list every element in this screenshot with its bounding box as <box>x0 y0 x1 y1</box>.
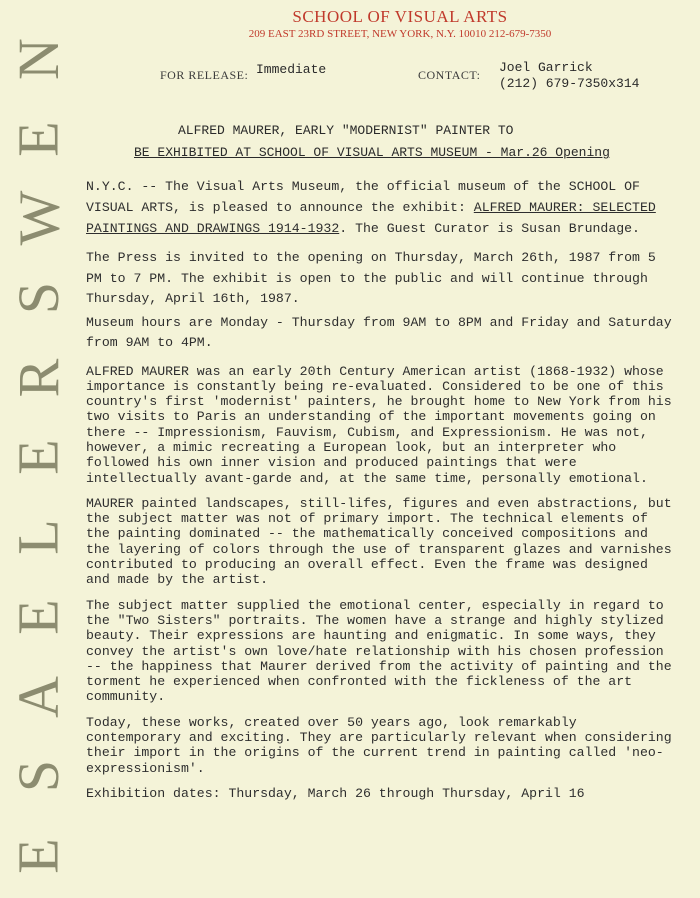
news-release-vertical-title <box>5 30 71 885</box>
exhibition-dates: Exhibition dates: Thursday, March 26 through Thursday, April 16 <box>86 785 585 801</box>
side-letter: E <box>6 838 71 874</box>
side-letter: E <box>6 120 71 157</box>
hours-paragraph: Museum hours are Monday - Thursday from 9AM to 8PM and Friday and Saturday from 9AM to 4PM. <box>86 314 672 350</box>
relevance-paragraph: Today, these works, created over 50 years ago, look remarkably contemporary and exciting. They are particularly relevant when considering their import in the origins of the current trend in painting called 'neo-expressionism'. <box>86 714 672 776</box>
side-letter: N <box>5 38 71 80</box>
technique-paragraph: MAURER painted landscapes, still-lifes, figures and even abstractions, but the subject matter was not of primary import. The technical elements of the painting dominated -- the mathematically conceived compositions and the layering of colors through the use of transparent glazes and varnishes contributed to producing an overall effect. Even the frame was designed and made by the artist. <box>86 495 672 588</box>
curator-text: . The Guest Curator is Susan Brundage. <box>339 221 640 236</box>
side-letter: L <box>6 519 71 555</box>
side-letter: E <box>6 439 71 476</box>
intro-text: N.Y.C. -- The Visual Arts Museum, the official museum of the SCHOOL OF VISUAL ARTS, is pleased to announce the exhibit: <box>86 179 640 215</box>
for-release-value: Immediate <box>256 62 327 77</box>
side-letter: E <box>6 599 71 635</box>
exhibit-title: ALFRED MAURER: SELECTED PAINTINGS AND DRAWINGS 1914-1932 <box>86 200 656 236</box>
side-letter: R <box>6 358 71 398</box>
for-release-label: FOR RELEASE: <box>160 68 249 82</box>
side-letter: W <box>6 191 71 246</box>
letterhead <box>200 7 600 40</box>
side-letter: S <box>5 760 71 793</box>
contact-name: Joel Garrick <box>499 60 593 75</box>
school-name: SCHOOL OF VISUAL ARTS <box>292 7 508 26</box>
headline-line-1: ALFRED MAURER, EARLY "MODERNIST" PAINTER TO <box>178 123 514 138</box>
contact-label: CONTACT: <box>418 68 481 82</box>
headline-line-2: BE EXHIBITED AT SCHOOL OF VISUAL ARTS MUSEUM - Mar.26 Opening <box>134 145 610 160</box>
release-body <box>86 176 674 801</box>
subject-paragraph: The subject matter supplied the emotional center, especially in regard to the "Two Sisters" portraits. The women have a strange and highly stylized beauty. Their expressions are haunting and enigmatic. In some ways, they convey the artist's own love/hate relationship with his chosen profession -- the happiness that Maurer derived from the activity of painting and the torment he experienced when confronted with the fickleness of the art community. <box>86 597 672 705</box>
intro-paragraph <box>86 176 674 239</box>
headline <box>118 120 678 164</box>
side-letter: S <box>5 281 71 315</box>
press-paragraph: The Press is invited to the opening on Thursday, March 26th, 1987 from 5 PM to 7 PM. The exhibit is open to the public and will continue through Thursday, April 16th, 1987. <box>86 250 656 306</box>
contact-phone: (212) 679-7350x314 <box>499 76 640 91</box>
biography-paragraph: ALFRED MAURER was an early 20th Century American artist (1868-1932) whose importance is constantly being re-evaluated. Considered to be one of this country's first 'modernist' painters, he brought home to New York from his two visits to Paris an understanding of the important movements going on there -- Impressionism, Fauvism, Cubism, and Expressionism. He was not, however, a mimic recreating a European look, but an interpreter who followed his own inner vision and produced paintings that were intellectually avant-garde and, at the same time, personally emotional. <box>86 363 672 486</box>
side-letter: A <box>5 675 71 718</box>
school-address: 209 EAST 23RD STREET, NEW YORK, N.Y. 10010 212-679-7350 <box>248 28 552 40</box>
